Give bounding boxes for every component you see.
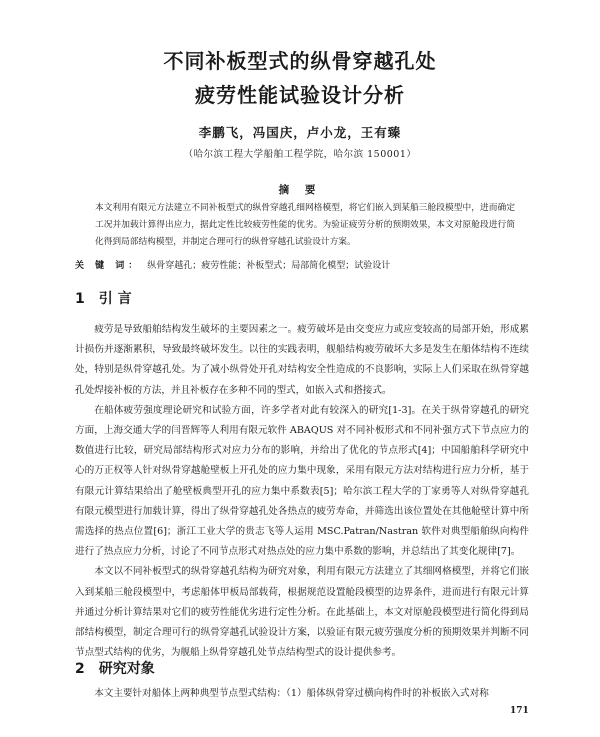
- section-2-body: [75, 684, 529, 704]
- keywords: [75, 260, 535, 273]
- abstract-heading: 摘 要: [278, 184, 322, 196]
- affiliation: （哈尔滨工程大学船舶工程学院，哈尔滨 150001）: [183, 149, 417, 160]
- paragraph: 在船体疲劳强度理论研究和试验方面，许多学者对此有较深入的研究[1-3]。在关于纵骨穿越孔的研究方面，上海交通大学的闫晋辉等人利用有限元软件 ABAQUS 对不同补板形式和不同补强方式下节点应力的数值进行比较，研究局部结构形式对应力分布的影响，并给出了优化的节点形式[4]；中国船舶科学研究中心的万正权等人针对纵骨穿越舱壁板上开孔处的应力集中现象，采用有限元方法对结构进行应力分析，基于有限元计算结果给出了舱壁板典型开孔的应力集中系数表[5]；哈尔滨工程大学的丁家勇等人对纵骨穿越孔有限元模型进行加载计算，得出了纵骨穿越孔处各热点的疲劳寿命，并筛选出该位置处在其他舱壁计算中所需选择的热点位置[6]；浙江工业大学的贵志飞等人运用 MSC.Patran/Nastran 软件对典型船舶纵向构件进行了热点应力分析，讨论了不同节点形式对热点处的应力集中系数的影响，并总结出了其变化规律[7]。: [75, 404, 529, 558]
- keywords-label: 关 键 词：: [75, 261, 142, 271]
- section-2-number: 2: [75, 661, 85, 677]
- paragraph: 本文以不同补板型式的纵骨穿越孔结构为研究对象，利用有限元方法建立了其细网格模型，并将它们嵌入到某船三舱段模型中，考虑船体甲板局部载荷，根据规范设置舱段模型的边界条件，进而进行有限元计算并通过分析计算结果对它们的疲劳性能优劣进行定性分析。在此基础上，本文对原舱段模型进行简化得到局部结构模型，制定合理可行的纵骨穿越孔试验设计方案，以验证有限元疲劳强度分析的预期效果并判断不同节点型式结构的优劣，为舰船上纵骨穿越孔处节点结构型式的设计提供参考。: [75, 566, 529, 659]
- keywords-text: 纵骨穿越孔；疲劳性能；补板型式；局部简化模型；试验设计: [147, 261, 391, 271]
- paper-title: [0, 44, 600, 112]
- section-2-heading: [75, 658, 155, 678]
- author-list: 李鹏飞，冯国庆，卢小龙，王有臻: [198, 125, 402, 140]
- title-line-2: 疲劳性能试验设计分析: [195, 83, 405, 107]
- section-1-title: 引 言: [98, 291, 132, 307]
- paragraph: 疲劳是导致船舶结构发生破坏的主要因素之一。疲劳破坏是由交变应力或应变较高的局部开始，形成累计损伤并逐渐累积，导致最终破坏发生。以往的实践表明，舰船结构疲劳破坏大多是发生在船体结构不连续处，特别是纵骨穿越孔处。为了减小纵骨处开孔对结构安全性造成的不良影响，实际上人们采取在纵骨穿越孔处焊接补板的方法，并且补板存在多种不同的型式，如嵌入式和搭接式。: [75, 324, 529, 396]
- section-1-body: [75, 320, 529, 663]
- section-1-heading: [75, 288, 132, 308]
- page-number: 171: [510, 706, 529, 716]
- abstract-text: 本文利用有限元方法建立不同补板型式的纵骨穿越孔细网格模型，将它们嵌入到某船三舱段模型中，进而确定工况并加载计算得出应力，据此定性比较疲劳性能的优劣。为验证疲劳分析的预期效果，本文对原舱段进行简化得到局部结构模型，并制定合理可行的纵骨穿越孔试验设计方案。: [95, 203, 515, 247]
- title-line-1: 不同补板型式的纵骨穿越孔处: [163, 49, 437, 73]
- section-2-title: 研究对象: [98, 661, 155, 677]
- paragraph: 本文主要针对船体上两种典型节点型式结构：（1）船体纵骨穿过横向构件时的补板嵌入式对称: [94, 688, 489, 699]
- section-1-number: 1: [75, 291, 85, 307]
